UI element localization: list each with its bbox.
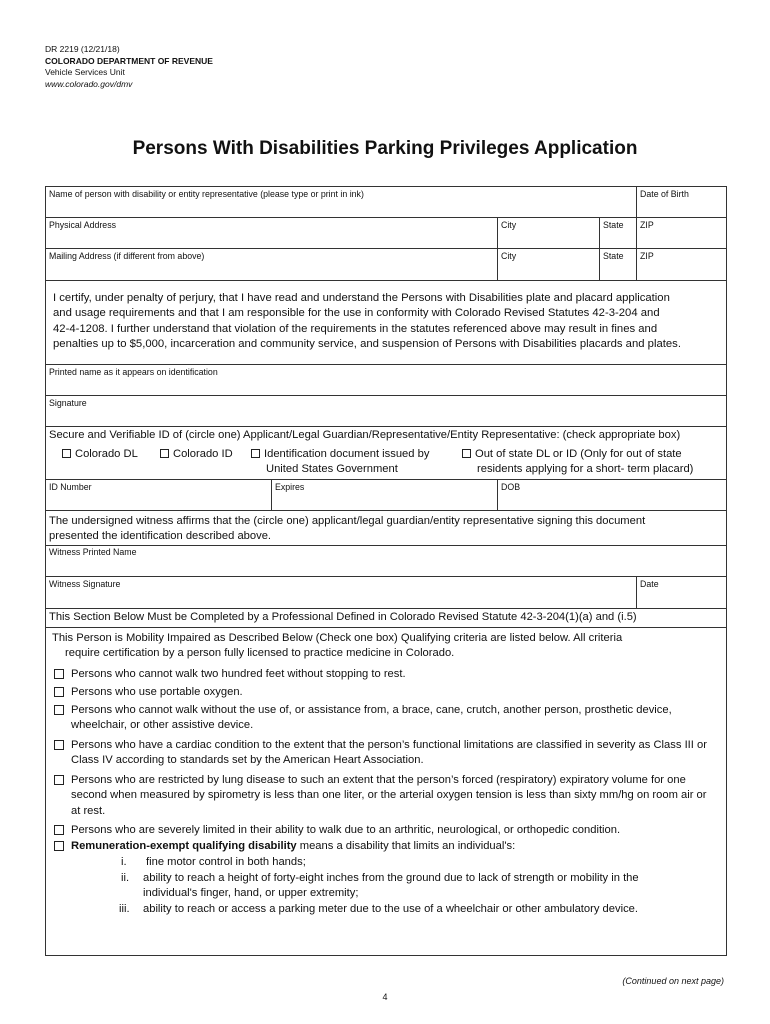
expires-field[interactable] bbox=[271, 480, 497, 510]
checkbox-icon[interactable] bbox=[54, 825, 64, 835]
checkbox-icon[interactable] bbox=[54, 669, 64, 679]
signature-label: Signature bbox=[49, 398, 87, 408]
signature-field[interactable] bbox=[46, 396, 726, 427]
printed-name-label: Printed name as it appears on identification bbox=[49, 367, 218, 377]
checkbox-icon[interactable] bbox=[462, 449, 471, 458]
id-number-label: ID Number bbox=[49, 482, 92, 492]
professional-heading: This Section Below Must be Completed by a Professional Defined in Colorado Revised Statute 42-3-204(1)(a) and (i.5) bbox=[49, 611, 637, 623]
certification-text bbox=[53, 291, 723, 353]
checkbox-icon[interactable] bbox=[54, 775, 64, 785]
id-dob-field[interactable] bbox=[497, 480, 726, 510]
certification-line: I certify, under penalty of perjury, that I have read and understand the Persons with Disabilities plate and placard application bbox=[53, 292, 670, 304]
sub-item-numeral: iii. bbox=[119, 903, 130, 915]
certification-line: penalties up to $5,000, incarceration and community service, and suspension of Persons with Disabilities placards and plates. bbox=[53, 338, 681, 351]
professional-heading-row bbox=[46, 609, 726, 628]
name-label: Name of person with disability or entity representative (please type or print in ink) bbox=[49, 189, 364, 199]
name-field[interactable] bbox=[46, 187, 636, 217]
gov-document-option[interactable]: Identification document issued by United States Government bbox=[251, 447, 429, 477]
sub-item-text: fine motor control in both hands; bbox=[146, 856, 306, 868]
mailing-address-field[interactable] bbox=[46, 249, 497, 280]
sub-item-text: ability to reach a height of forty-eight inches from the ground due to lack of strength or mobility in the individual's finger, hand, or upper extremity; bbox=[143, 872, 639, 900]
criterion-lung-disease[interactable]: Persons who are restricted by lung disease to such an extent that the person’s forced (respiratory) expiratory volume for one second when measured by spirometry is less than one liter, or the arterial oxygen tension is less than sixty mm/hg on room air or at rest. bbox=[54, 773, 716, 819]
physical-address-label: Physical Address bbox=[49, 220, 116, 230]
witness-signature-label: Witness Signature bbox=[49, 579, 121, 589]
physical-state-field[interactable] bbox=[599, 218, 636, 248]
criterion-arthritic-condition[interactable]: Persons who are severely limited in their ability to walk due to an arthritic, neurological, or orthopedic condition. bbox=[54, 823, 716, 838]
dob-label: DOB bbox=[501, 482, 521, 492]
form-header bbox=[45, 44, 213, 90]
name-row bbox=[46, 187, 726, 218]
checkbox-icon[interactable] bbox=[62, 449, 71, 458]
colorado-dl-option[interactable]: Colorado DL bbox=[62, 447, 138, 462]
out-of-state-option[interactable]: Out of state DL or ID (Only for out of state residents applying for a short- term placard) bbox=[462, 447, 693, 477]
witness-statement: The undersigned witness affirms that the (circle one) applicant/legal guardian/entity representative signing this document presented the identification described above. bbox=[49, 515, 646, 542]
professional-intro: This Person is Mobility Impaired as Described Below (Check one box) Qualifying criteria are listed below. All criteria require certification by a person fully licensed to practice medicine in Colorado. bbox=[52, 632, 623, 660]
printed-name-field[interactable] bbox=[46, 365, 726, 396]
form-id: DR 2219 (12/21/18) bbox=[45, 44, 120, 54]
criterion-cardiac-condition[interactable]: Persons who have a cardiac condition to the extent that the person’s functional limitations are classified in severity as Class III or Class IV according to standards set by the American Heart Association. bbox=[54, 738, 716, 769]
id-number-field[interactable] bbox=[46, 480, 271, 510]
certification-block bbox=[46, 281, 726, 365]
dob-label: Date of Birth bbox=[640, 189, 689, 199]
dob-field[interactable] bbox=[636, 187, 726, 217]
checkbox-icon[interactable] bbox=[54, 740, 64, 750]
criterion-portable-oxygen[interactable]: Persons who use portable oxygen. bbox=[54, 685, 716, 700]
sub-item-numeral: ii. bbox=[121, 872, 130, 884]
checkbox-icon[interactable] bbox=[251, 449, 260, 458]
mailing-state-field[interactable] bbox=[599, 249, 636, 280]
city-label: City bbox=[501, 220, 517, 230]
witness-printed-name-field[interactable] bbox=[46, 545, 726, 576]
checkbox-icon[interactable] bbox=[54, 705, 64, 715]
criterion-walk-200-feet[interactable]: Persons who cannot walk two hundred feet without stopping to rest. bbox=[54, 667, 716, 682]
department-name: COLORADO DEPARTMENT OF REVENUE bbox=[45, 55, 213, 66]
sub-item-numeral: i. bbox=[121, 856, 127, 868]
page-number: 4 bbox=[382, 992, 388, 1002]
witness-date-label: Date bbox=[640, 579, 659, 589]
mailing-address-label: Mailing Address (if different from above) bbox=[49, 251, 205, 261]
witness-date-field[interactable] bbox=[636, 577, 726, 608]
state-label: State bbox=[603, 220, 624, 230]
colorado-id-option[interactable]: Colorado ID bbox=[160, 447, 233, 462]
unit-name: Vehicle Services Unit bbox=[45, 67, 125, 77]
zip-label: ZIP bbox=[640, 251, 654, 261]
physical-zip-field[interactable] bbox=[636, 218, 726, 248]
physical-city-field[interactable] bbox=[497, 218, 599, 248]
physical-address-row bbox=[46, 218, 726, 249]
checkbox-icon[interactable] bbox=[54, 687, 64, 697]
website-link[interactable]: www.colorado.gov/dmv bbox=[45, 78, 133, 89]
checkbox-icon[interactable] bbox=[54, 841, 64, 851]
checkbox-icon[interactable] bbox=[160, 449, 169, 458]
criterion-assistive-device[interactable]: Persons who cannot walk without the use of, or assistance from, a brace, cane, crutch, another person, prosthetic device, wheelchair, or other assistive device. bbox=[54, 703, 716, 734]
witness-signature-field[interactable] bbox=[46, 577, 636, 608]
certification-line: 42-4-1208. I further understand that violation of the requirements in the statutes referenced above may result in fines and bbox=[53, 322, 658, 335]
witness-signature-row bbox=[46, 577, 726, 609]
state-label: State bbox=[603, 251, 624, 261]
witness-printed-name-label: Witness Printed Name bbox=[49, 547, 137, 557]
witness-block bbox=[46, 511, 726, 577]
page-title: Persons With Disabilities Parking Privileges Application bbox=[132, 138, 638, 159]
zip-label: ZIP bbox=[640, 220, 654, 230]
id-section-heading: Secure and Verifiable ID of (circle one) Applicant/Legal Guardian/Representative/Entity Representative: (check appropriate box) bbox=[49, 429, 681, 441]
mailing-address-row bbox=[46, 249, 726, 281]
application-form bbox=[45, 186, 727, 956]
certification-line: and usage requirements and that I am responsible for the use in conformity with Colorado Revised Statutes 42-3-204 and bbox=[53, 307, 660, 320]
criterion-remuneration-exempt[interactable]: Remuneration-exempt qualifying disability means a disability that limits an individual's: bbox=[54, 839, 716, 854]
mailing-zip-field[interactable] bbox=[636, 249, 726, 280]
continued-note: (Continued on next page) bbox=[622, 976, 724, 986]
physical-address-field[interactable] bbox=[46, 218, 497, 248]
expires-label: Expires bbox=[275, 482, 305, 492]
id-number-row bbox=[46, 480, 726, 511]
professional-section bbox=[46, 628, 726, 955]
sub-item-text: ability to reach or access a parking meter due to the use of a wheelchair or other ambulatory device. bbox=[143, 903, 638, 915]
id-section bbox=[46, 427, 726, 480]
city-label: City bbox=[501, 251, 517, 261]
mailing-city-field[interactable] bbox=[497, 249, 599, 280]
